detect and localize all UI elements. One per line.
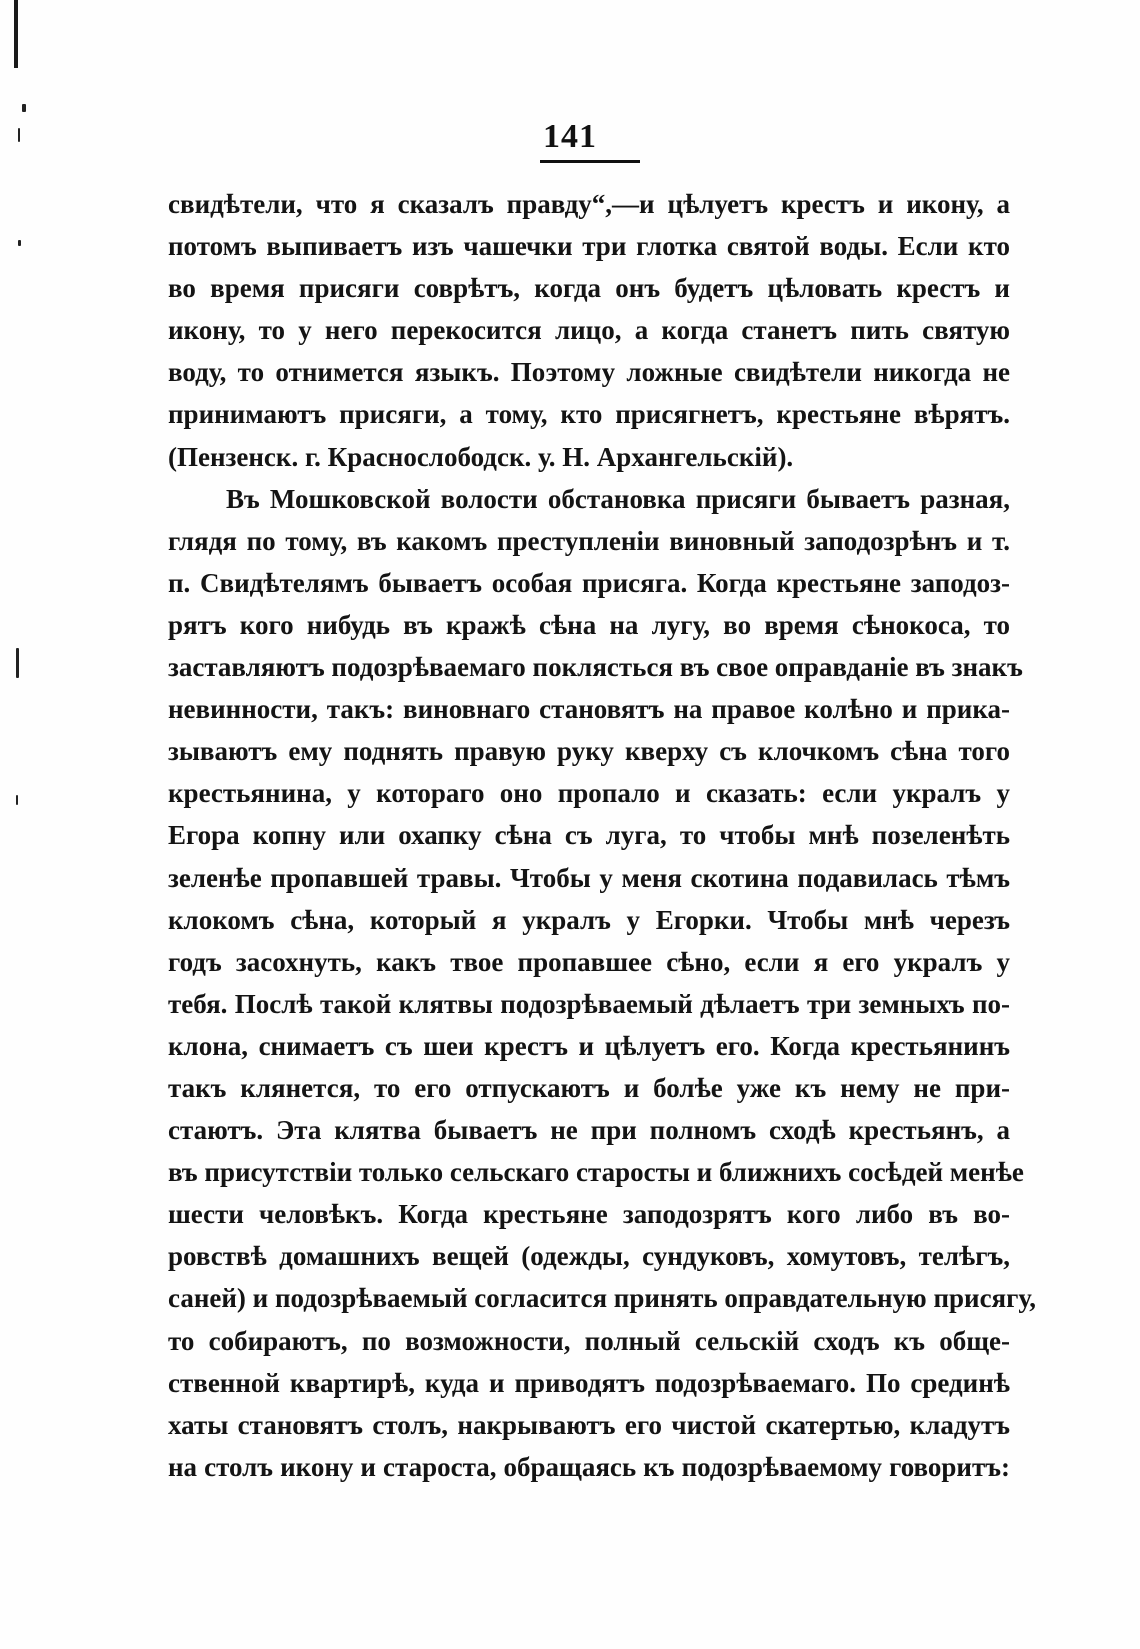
text-line: глядя по тому, въ какомъ преступленіи виновный заподозрѣнъ и т.: [168, 525, 1010, 556]
text-line: воду, то отнимется языкъ. Поэтому ложные свидѣтели никогда не: [168, 357, 1010, 388]
text-line: то собираютъ, по возможности, полный сельскій сходъ къ обще-: [168, 1325, 1010, 1356]
text-line: зываютъ ему поднять правую руку кверху съ клочкомъ сѣна того: [168, 736, 1010, 767]
scan-speck: [18, 240, 21, 246]
text-line: стаютъ. Эта клятва бываетъ не при полномъ сходѣ крестьянъ, а: [168, 1115, 1010, 1146]
page-number: 141: [543, 118, 597, 155]
text-line: годъ засохнуть, какъ твое пропавшее сѣно, если я его укралъ у: [168, 946, 1010, 977]
text-line: клокомъ сѣна, который я укралъ у Егорки. Чтобы мнѣ черезъ: [168, 904, 1010, 935]
text-line: саней) и подозрѣваемый согласится принять оправдательную присягу,: [168, 1283, 1036, 1314]
text-line: потомъ выпиваетъ изъ чашечки три глотка святой воды. Если кто: [168, 231, 1010, 262]
text-line: ровствѣ домашнихъ вещей (одежды, сундуковъ, хомутовъ, телѣгъ,: [168, 1241, 1010, 1272]
text-line: во время присяги соврѣтъ, когда онъ будетъ цѣловать крестъ и: [168, 273, 1010, 304]
text-line: заставляютъ подозрѣваемаго поклясться въ свое оправданіе въ знакъ: [168, 652, 1023, 683]
text-line: такъ клянется, то его отпускаютъ и болѣе уже къ нему не при-: [168, 1072, 1010, 1103]
page-number-rule: [540, 160, 640, 163]
text-line: на столъ икону и староста, обращаясь къ подозрѣваемому говоритъ:: [168, 1451, 1010, 1482]
text-line: тебя. Послѣ такой клятвы подозрѣваемый дѣлаетъ три земныхъ по-: [168, 988, 1010, 1019]
scan-speck: [22, 104, 26, 112]
text-line: Егора копну или охапку сѣна съ луга, то чтобы мнѣ позеленѣть: [168, 820, 1010, 851]
scan-speck: [16, 648, 19, 678]
text-line: крестьянина, у котораго оно пропало и сказать: если укралъ у: [168, 778, 1010, 809]
text-line: ственной квартирѣ, куда и приводятъ подозрѣваемаго. По срединѣ: [168, 1367, 1010, 1398]
body-text: [168, 183, 1036, 1488]
text-line: принимаютъ присяги, а тому, кто присягнетъ, крестьяне вѣрятъ.: [168, 399, 1010, 430]
text-line: зеленѣе пропавшей травы. Чтобы у меня скотина подавилась тѣмъ: [168, 862, 1010, 893]
text-line: шести человѣкъ. Когда крестьяне заподозрятъ кого либо въ во-: [168, 1199, 1010, 1230]
text-line: невинности, такъ: виновнаго становятъ на правое колѣно и прика-: [168, 694, 1010, 725]
text-line: (Пензенск. г. Краснослободск. у. Н. Архангельскій).: [168, 441, 794, 472]
text-line: п. Свидѣтелямъ бываетъ особая присяга. Когда крестьяне заподоз-: [168, 567, 1010, 598]
text-line: свидѣтели, что я сказалъ правду“,—и цѣлуетъ крестъ и икону, а: [168, 189, 1010, 219]
scan-speck: [16, 795, 18, 805]
text-line: рятъ кого нибудь въ кражѣ сѣна на лугу, во время сѣнокоса, то: [168, 609, 1010, 640]
binding-edge-mark: [14, 0, 18, 68]
text-line: клона, снимаетъ съ шеи крестъ и цѣлуетъ его. Когда крестьянинъ: [168, 1030, 1010, 1061]
text-line: въ присутствіи только сельскаго старосты и ближнихъ сосѣдей менѣе: [168, 1157, 1024, 1188]
text-line: хаты становятъ столъ, накрываютъ его чистой скатертью, кладутъ: [168, 1409, 1010, 1440]
text-line: икону, то у него перекосится лицо, а когда станетъ пить святую: [168, 315, 1010, 346]
text-line: Въ Мошковской волости обстановка присяги бываетъ разная,: [226, 483, 1010, 514]
